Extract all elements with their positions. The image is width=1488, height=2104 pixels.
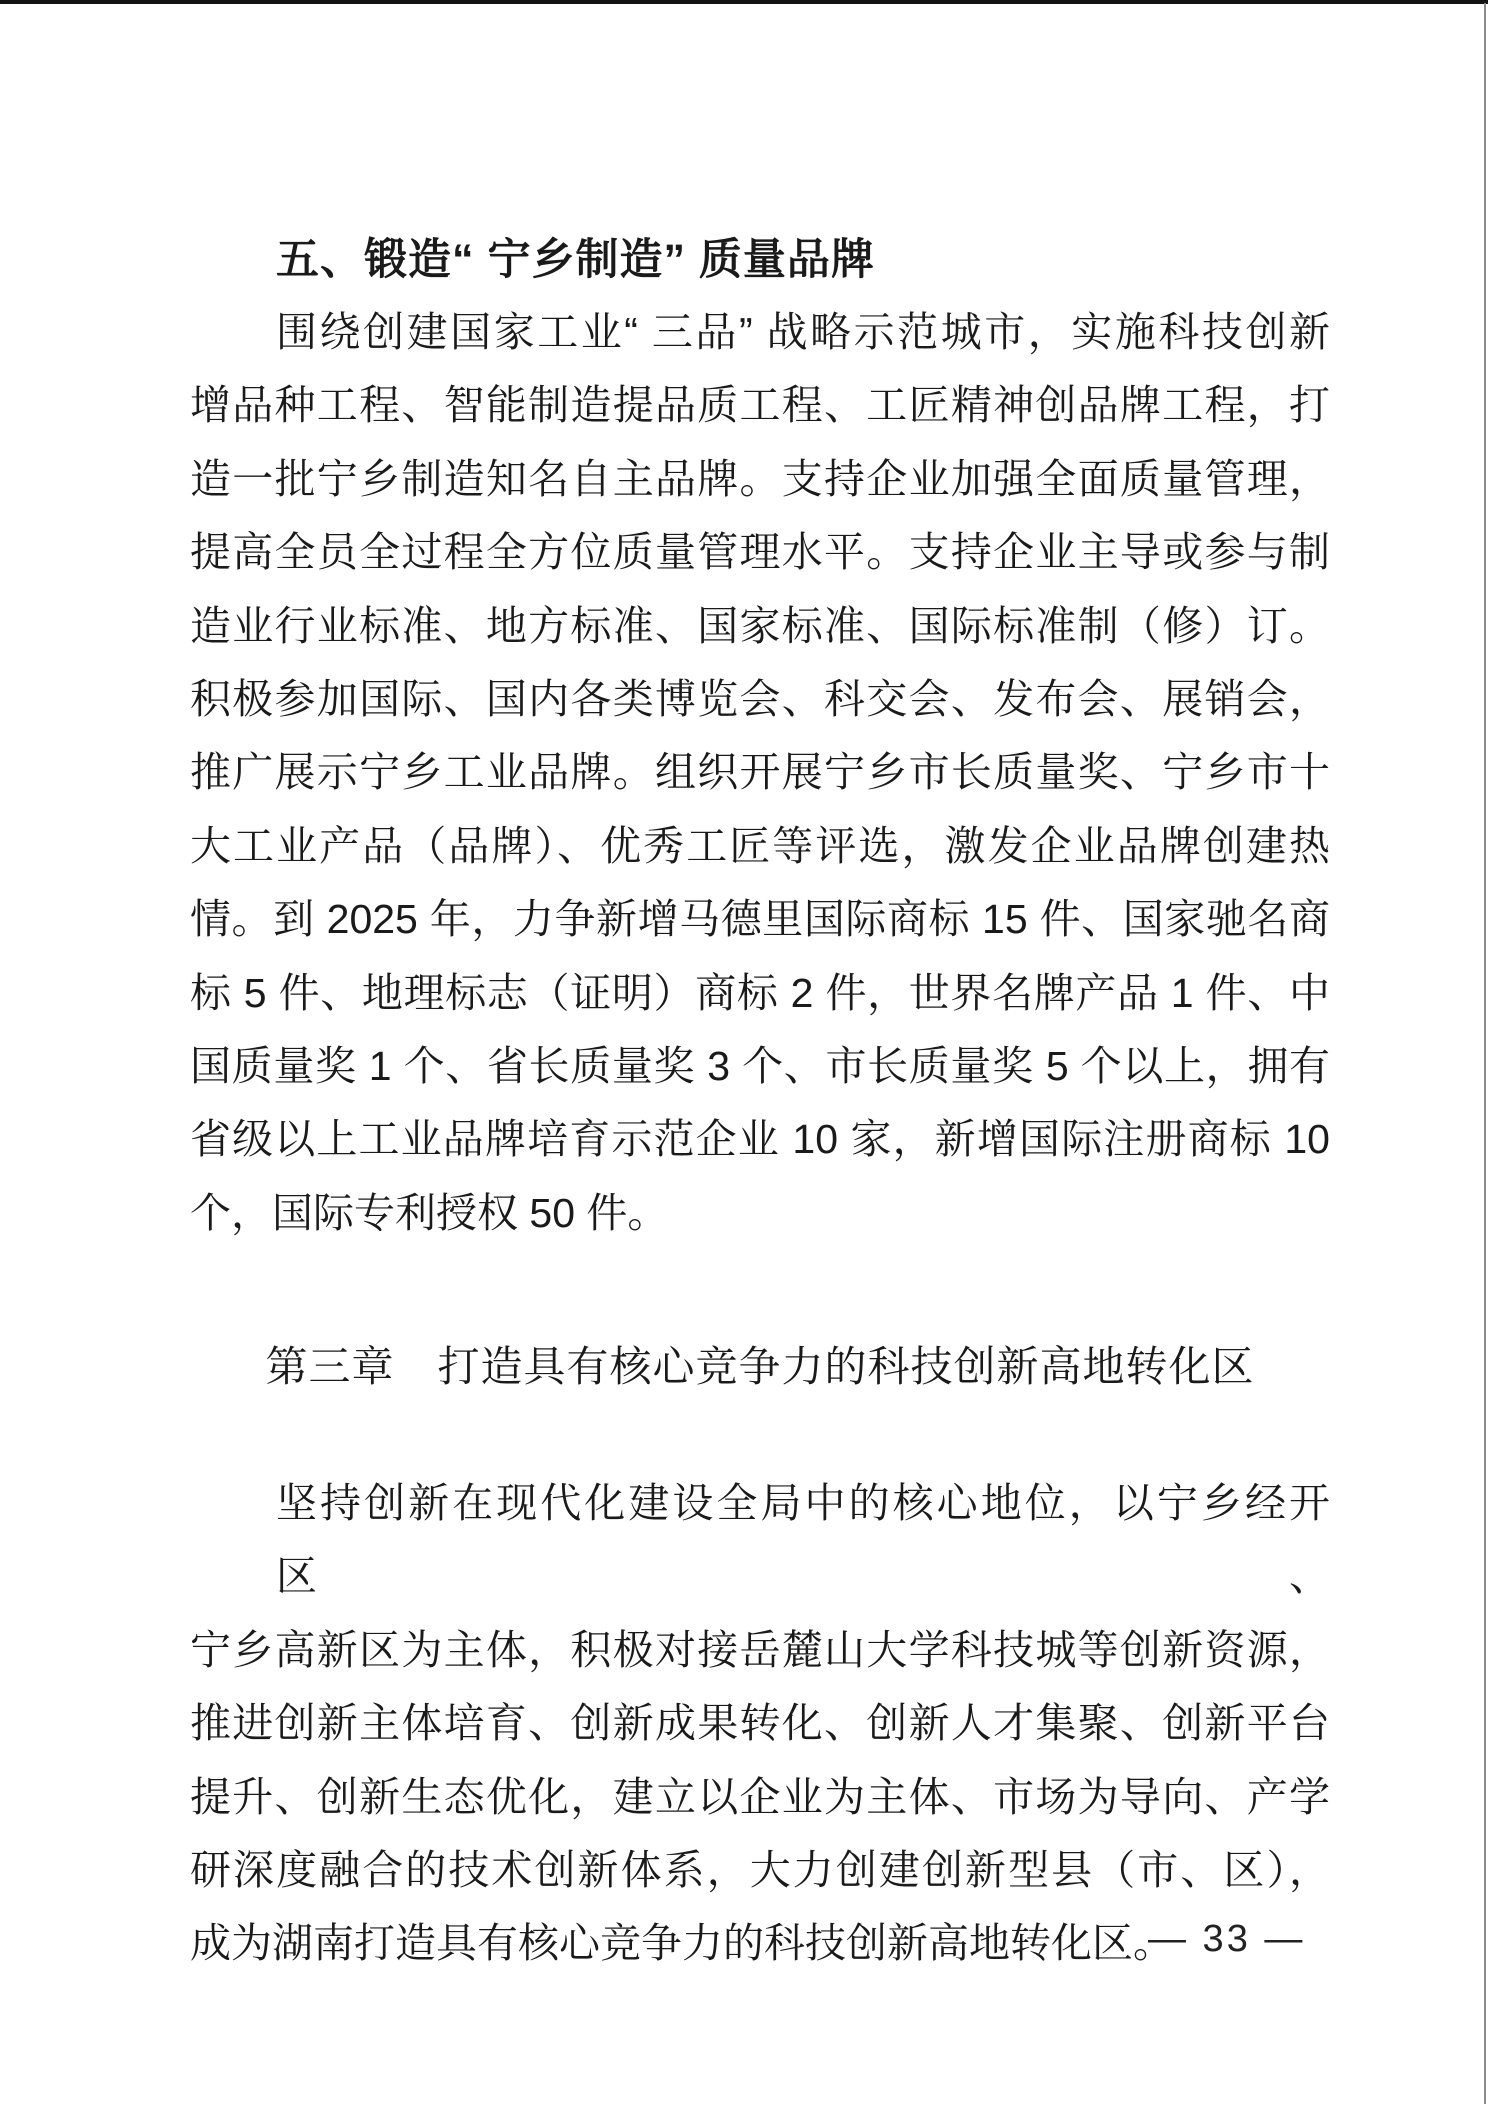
- paragraph-line: 坚持创新在现代化建设全局中的核心地位，以宁乡经开区、: [276, 1480, 1330, 1600]
- paragraph-line: 造业行业标准、地方标准、国家标准、国际标准制（修）订。: [190, 602, 1330, 649]
- paragraph-line: 增品种工程、智能制造提品质工程、工匠精神创品牌工程，打: [190, 382, 1330, 429]
- paragraph-line: 提升、创新生态优化，建立以企业为主体、市场为导向、产学: [190, 1773, 1330, 1820]
- paragraph-line: 提高全员全过程全方位质量管理水平。支持企业主导或参与制: [190, 529, 1330, 576]
- paragraph-line: 造一批宁乡制造知名自主品牌。支持企业加强全面质量管理，: [190, 455, 1330, 502]
- paragraph-line: 大工业产品（品牌）、优秀工匠等评选，激发企业品牌创建热: [190, 822, 1330, 869]
- paragraph-line: 推广展示宁乡工业品牌。组织开展宁乡市长质量奖、宁乡市十: [190, 749, 1330, 796]
- chapter-heading: 第三章 打造具有核心竞争力的科技创新高地转化区: [265, 1343, 1255, 1390]
- paragraph-line: 宁乡高新区为主体，积极对接岳麓山大学科技城等创新资源，: [190, 1626, 1330, 1673]
- paragraph-line: 省级以上工业品牌培育示范企业 10 家，新增国际注册商标 10: [190, 1116, 1330, 1163]
- paragraph-line: 国质量奖 1 个、省长质量奖 3 个、市长质量奖 5 个以上，拥有: [190, 1043, 1330, 1090]
- paragraph-line: 推进创新主体培育、创新成果转化、创新人才集聚、创新平台: [190, 1700, 1330, 1747]
- paragraph-line: 研深度融合的技术创新体系，大力创建创新型县（市、区），: [190, 1847, 1330, 1894]
- paragraph-line: 成为湖南打造具有核心竞争力的科技创新高地转化区。: [190, 1920, 1174, 1967]
- paragraph-line: 情。到 2025 年，力争新增马德里国际商标 15 件、国家驰名商: [190, 896, 1330, 943]
- page-number: — 33 —: [1148, 1918, 1306, 1960]
- paragraph-line: 围绕创建国家工业“ 三品” 战略示范城市，实施科技创新: [276, 309, 1330, 355]
- page-right-border-line: [1484, 3, 1486, 2104]
- paragraph-1: [190, 296, 1330, 1250]
- section-title: 五、锻造“ 宁乡制造” 质量品牌: [276, 236, 875, 284]
- paragraph-line: 标 5 件、地理标志（证明）商标 2 件，世界名牌产品 1 件、中: [190, 969, 1330, 1016]
- paragraph-line: 积极参加国际、国内各类博览会、科交会、发布会、展销会，: [190, 676, 1330, 723]
- paragraph-line: 个，国际专利授权 50 件。: [190, 1189, 669, 1236]
- paragraph-2: [190, 1467, 1330, 1981]
- page-top-border-line: [0, 0, 1488, 4]
